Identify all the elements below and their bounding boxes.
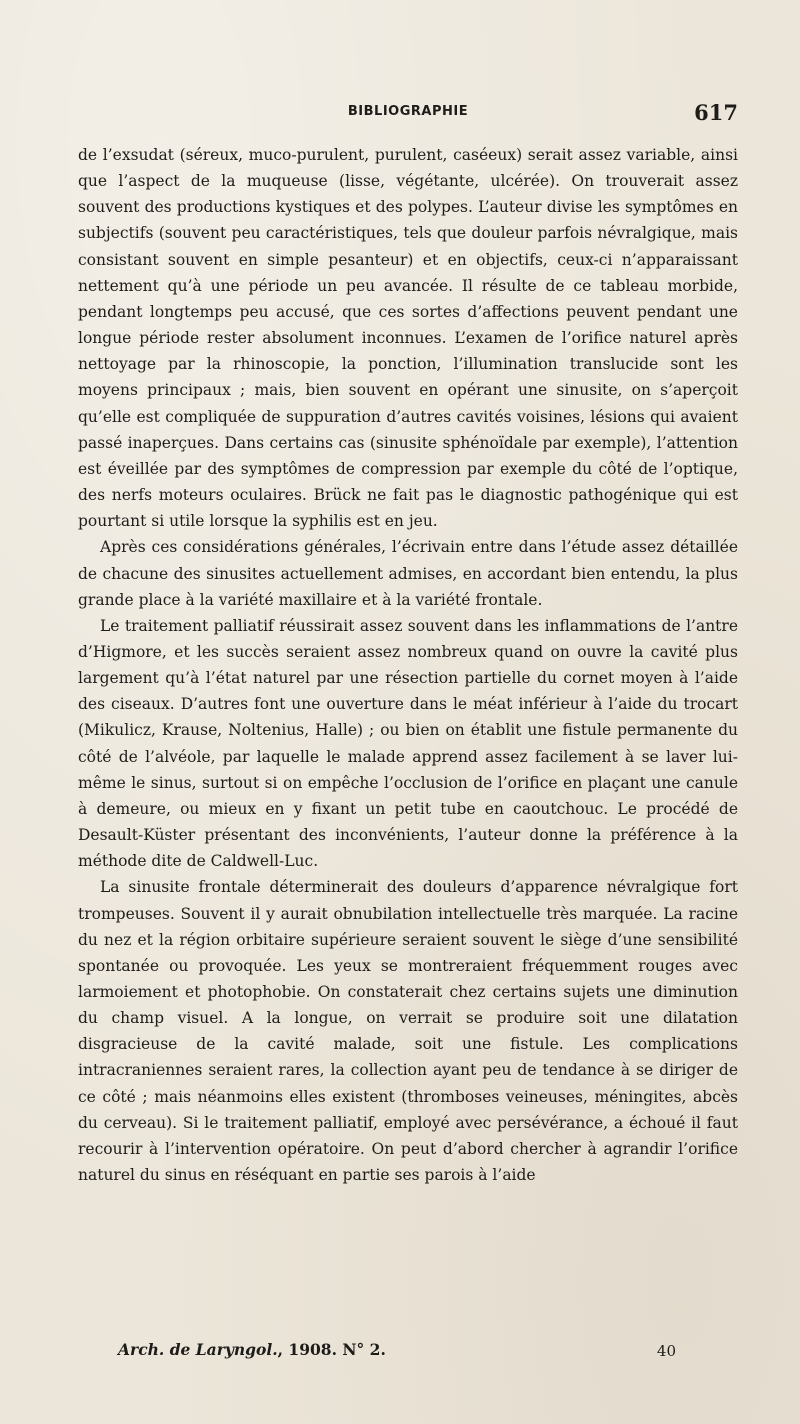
page-footer xyxy=(78,1340,738,1364)
paragraph-continued: de l’exsudat (séreux, muco-purulent, purulent, caséeux) serait assez variable, ainsi que l’aspect de la muqueuse (lisse, végétante, ulcérée). On trouverait assez souvent des productions kystiques et des polypes. L’auteur divise les symptômes en subjectifs (souvent peu caractéristiques, tels que douleur parfois névralgique, mais consistant souvent en simple pesanteur) et en objectifs, ceux-ci n’apparaissant nettement qu’à une période un peu avancée. Il résulte de ce tableau morbide, pendant longtemps peu accusé, que ces sortes d’affections peuvent pendant une longue période rester absolument inconnues. L’examen de l’orifice naturel après nettoyage par la rhinoscopie, la ponction, l’illumination translucide sont les moyens principaux ; mais, bien souvent en opérant une sinusite, on s’aperçoit qu’elle est compliquée de suppuration d’autres cavités voisines, lésions qui avaient passé inaperçues. Dans certains cas (sinusite sphénoïdale par exemple), l’attention est éveillée par des symptômes de compression par exemple du côté de l’optique, des nerfs moteurs oculaires. Brück ne fait pas le diagnostic pathogénique qui est pourtant si utile lorsque la syphilis est en jeu. xyxy=(78,146,738,531)
paragraph-general-considerations: Après ces considérations générales, l’écrivain entre dans l’étude assez détaillée de chacune des sinusites actuellement admises, en accordant bien entendu, la plus grande place à la variété maxillaire et à la variété frontale. xyxy=(78,538,738,609)
paragraph-palliative-treatment: Le traitement palliatif réussirait assez souvent dans les inflammations de l’antre d’Higmore, et les succès seraient assez nombreux quand on ouvre la cavité plus largement qu’à l’état naturel par une résection partielle du cornet moyen à l’aide des ciseaux. D’autres font une ouverture dans le méat inférieur à l’aide du trocart (Mikulicz, Krause, Noltenius, Halle) ; ou bien on établit une fistule permanente du côté de l’alvéole, par laquelle le malade apprend assez facilement à se laver lui-même le sinus, surtout si on empêche l’occlusion de l’orifice en plaçant une canule à demeure, ou mieux en y fixant un petit tube en caoutchouc. Le procédé de Desault-Küster présentant des inconvénients, l’auteur donne la préférence à la méthode dite de Caldwell-Luc. xyxy=(78,616,738,871)
page-number: 617 xyxy=(694,100,738,125)
body-text xyxy=(78,142,738,1188)
journal-issue: , 1908. N° 2. xyxy=(277,1340,386,1359)
signature-mark: 40 xyxy=(656,1342,676,1360)
paragraph-frontal-sinusitis: La sinusite frontale déterminerait des douleurs d’apparence névralgique fort trompeuses. Souvent il y aurait obnubilation intellectuelle très marquée. La racine du nez et la région orbitaire supérieure seraient souvent le siège d’une sensibilité spontanée ou provoquée. Les yeux se montreraient fréquemment rouges avec larmoiement et photophobie. On constaterait chez certains sujets une diminution du champ visuel. A la longue, on verrait se produire soit une dilatation disgracieuse de la cavité malade, soit une fistule. Les complications intracraniennes seraient rares, la collection ayant peu de tendance à se diriger de ce côté ; mais néanmoins elles existent (thromboses veineuses, méningites, abcès du cerveau). Si le traitement palliatif, employé avec persévérance, a échoué il faut recourir à l’intervention opératoire. On peut d’abord chercher à agrandir l’orifice naturel du sinus en réséquant en partie ses parois à l’aide xyxy=(78,878,738,1185)
journal-reference xyxy=(118,1340,386,1359)
journal-name: Arch. de Laryngol. xyxy=(118,1340,278,1359)
page-header xyxy=(78,100,738,130)
running-title: BIBLIOGRAPHIE xyxy=(347,104,469,119)
